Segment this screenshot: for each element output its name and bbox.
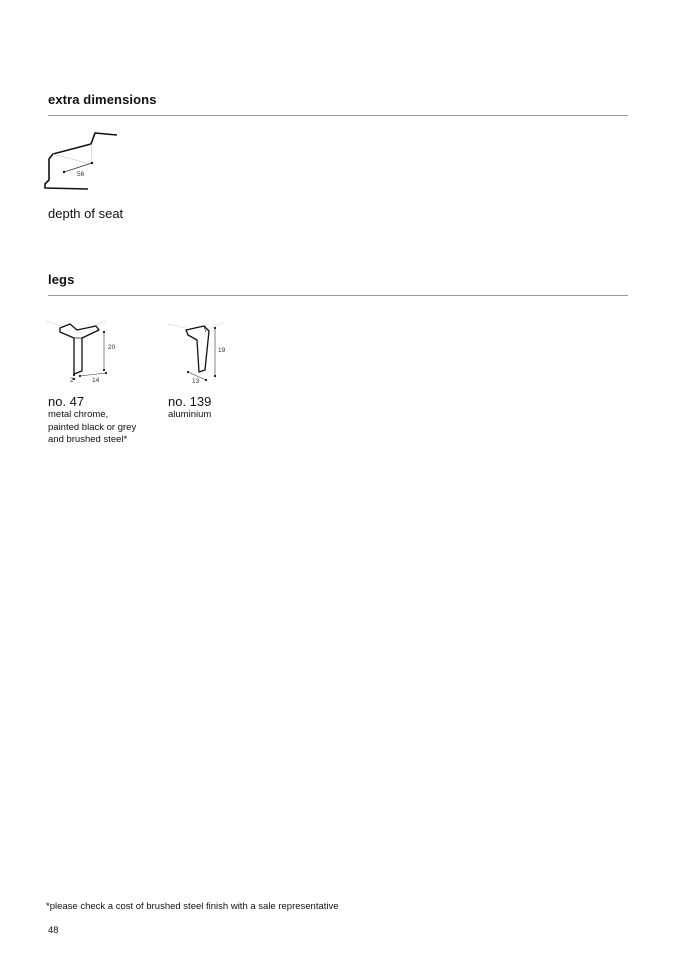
leg-139-width: 13 — [192, 378, 200, 385]
leg-139-name: no. 139 — [168, 394, 212, 409]
section-divider — [48, 295, 628, 296]
seat-depth-caption: depth of seat — [48, 206, 124, 221]
leg-47-thickness: 2 — [70, 377, 74, 384]
page-number: 48 — [48, 925, 59, 936]
section-divider — [48, 115, 628, 116]
leg-139-description: aluminium — [168, 409, 212, 420]
leg-47-name: no. 47 — [48, 394, 85, 409]
seat-depth-value: 56 — [77, 171, 85, 178]
leg-139-diagram — [164, 318, 234, 388]
leg-47-height: 20 — [108, 344, 116, 351]
seat-depth-diagram — [40, 126, 130, 196]
leg-47-description: metal chrome, painted black or grey and brushed steel* — [48, 409, 137, 445]
leg-47-width: 14 — [92, 377, 100, 384]
section-title-extra-dimensions: extra dimensions — [48, 92, 157, 107]
leg-47-diagram — [44, 318, 124, 388]
section-title-legs: legs — [48, 272, 75, 287]
footnote: *please check a cost of brushed steel finish with a sale representative — [46, 901, 339, 912]
leg-139-height: 19 — [218, 347, 226, 354]
